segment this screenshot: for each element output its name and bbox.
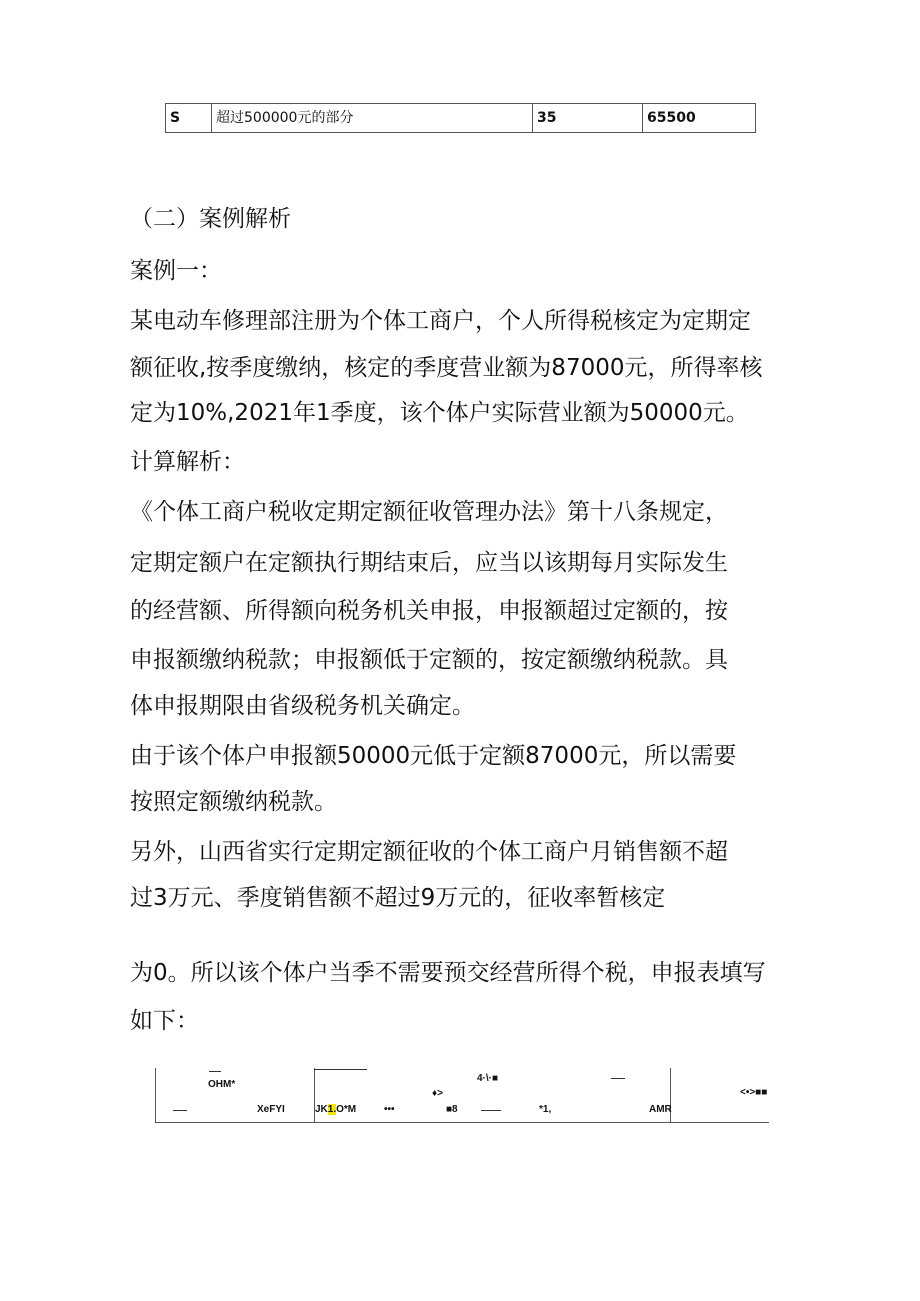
form-left-border: [155, 1068, 156, 1123]
policy-line-2: 过3万元、季度销售额不超过9万元的，征收率暂核定: [130, 885, 666, 911]
policy-line-4: 如下：: [130, 1008, 199, 1034]
policy-line-3: 为0。所以该个体户当季不需要预交经营所得个税，申报表填写: [130, 960, 766, 986]
form-dash-4: [481, 1110, 501, 1111]
form-text-6: ■8: [446, 1104, 458, 1115]
form-text-7: 4·\·■: [477, 1073, 499, 1084]
rule-line-5: 体申报期限由省级税务机关确定。: [130, 693, 475, 719]
form-dash-1: [209, 1071, 221, 1072]
form-dash-3: [173, 1110, 187, 1111]
case-text-line-3: 定为10%,2021年1季度，该个体户实际营业额为50000元。: [130, 400, 749, 426]
form-text-5: ♦>: [432, 1088, 443, 1099]
form-text-3: JK1.O*M: [315, 1104, 357, 1115]
section-heading: （二）案例解析: [130, 206, 291, 232]
tax-rate-cell: 35: [533, 104, 643, 132]
declaration-form-fragment: [155, 1065, 769, 1125]
form-bottom-border: [155, 1122, 769, 1123]
form-text-10: <•>■■: [740, 1087, 768, 1098]
form-text-2: XeFYI: [257, 1104, 285, 1115]
rule-line-2: 定期定额户在定额执行期结束后，应当以该期每月实际发生: [130, 550, 728, 576]
tax-rate-table-row: [165, 103, 756, 133]
rule-line-4: 申报额缴纳税款；申报额低于定额的，按定额缴纳税款。具: [130, 647, 728, 673]
form-text-1: OHM*: [208, 1079, 236, 1090]
calc-label: 计算解析：: [130, 449, 245, 475]
case-text-line-1: 某电动车修理部注册为个体工商户，个人所得税核定为定期定: [130, 308, 751, 334]
income-range-cell: 超过500000元的部分: [212, 104, 533, 132]
conclusion-line-1: 由于该个体户申报额50000元低于定额87000元，所以需要: [130, 743, 737, 769]
case-label: 案例一：: [130, 258, 222, 284]
form-text-4: •••: [384, 1104, 395, 1115]
level-cell: S: [166, 104, 212, 132]
form-text-9: AMR: [649, 1104, 672, 1115]
conclusion-line-2: 按照定额缴纳税款。: [130, 789, 337, 815]
form-text-8: *1,: [539, 1104, 552, 1115]
form-top-line: [314, 1069, 367, 1070]
case-text-line-2: 额征收,按季度缴纳，核定的季度营业额为87000元，所得率核: [130, 355, 763, 381]
form-dash-2: [611, 1078, 625, 1079]
highlighted-value: 1.: [327, 1104, 337, 1115]
quick-deduction-cell: 65500: [647, 110, 696, 126]
policy-line-1: 另外，山西省实行定期定额征收的个体工商户月销售额不超: [130, 839, 728, 865]
rule-line-3: 的经营额、所得额向税务机关申报，申报额超过定额的，按: [130, 598, 728, 624]
rule-line-1: 《个体工商户税收定期定额征收管理办法》第十八条规定，: [130, 499, 728, 525]
